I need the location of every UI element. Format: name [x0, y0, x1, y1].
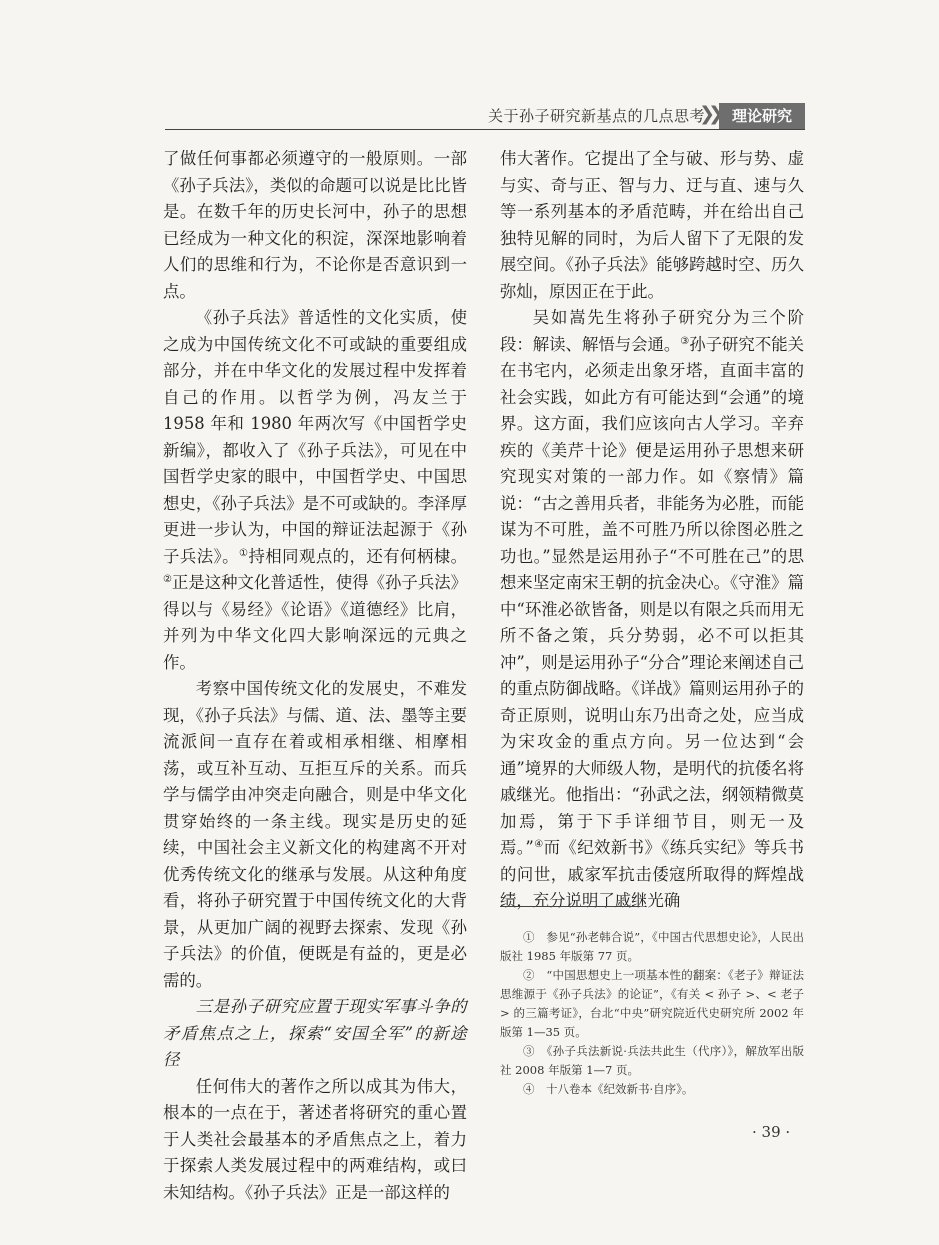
- paragraph-text: 吴如嵩先生将孙子研究分为三个阶段：解读、解悟与会通。: [500, 308, 804, 354]
- paragraph-text: 正是这种文化普适性，使得《孙子兵法》得以与《易经》《论语》《道德经》比肩，并列为中华文化四大影响深远的元典之作。: [163, 573, 467, 672]
- page-number: · 39 ·: [752, 1123, 791, 1141]
- right-column: [500, 146, 804, 915]
- paragraph: 伟大著作。它提出了全与破、形与势、虚与实、奇与正、智与力、迂与直、速与久等一系列基本的矛盾范畴，并在给出自己独特见解的同时，为后人留下了无限的发展空间。《孙子兵法》能够跨越时空、历久弥灿，原因正在于此。: [500, 149, 804, 301]
- running-title: 关于孙子研究新基点的几点思考: [487, 107, 705, 125]
- section-heading: 三是孙子研究应置于现实军事斗争的矛盾焦点之上，探索“安国全军”的新途径: [163, 997, 467, 1069]
- double-chevron-icon: ❯❯: [699, 103, 717, 125]
- paragraph: [163, 305, 467, 676]
- running-header: [165, 103, 805, 130]
- footnote-ref: ④: [533, 839, 544, 850]
- paragraph-text: 《孙子兵法》普适性的文化实质，使之成为中国传统文化不可或缺的重要组成部分，并在中华文化的发展过程中发挥着自己的作用。以哲学为例，冯友兰于 1958 年和 1980 年两次写《中国哲学史新编》，都收入了《孙子兵法》，可见在中国哲学史家的眼中，中国哲学史、中国思想史，《孙子兵法》是不可或缺的。李泽厚更进一步认为，中国的辩证法起源于《孙子兵法》。: [163, 308, 467, 566]
- paragraph-text: 孙子研究不能关在书宅内，必须走出象牙塔，直面丰富的社会实践，如此方有可能达到“会通”的境界。这方面，我们应该向古人学习。辛弃疾的《美芹十论》便是运用孙子思想来研究现实对策的一部力作。如《察情》篇说：“古之善用兵者，非能务为必胜，而能谋为不可胜，盖不可胜乃所以徐图必胜之功也。”显然是运用孙子“不可胜在己”的思想来坚定南宋王朝的抗金决心。《守淮》篇中“环淮必欲皆备，则是以有限之兵而用无所不备之策，兵分势弱，必不可以拒其冲”，则是运用孙子“分合”理论来阐述自己的重点防御战略。《详战》篇则运用孙子的奇正原则，说明山东乃出奇之处，应当成为宋攻金的重点方向。另一位达到“会通”境界的大师级人物，是明代的抗倭名将戚继光。他指出：“孙武之法，纲领精微莫加焉，第于下手详细节目，则无一及焉。”: [500, 334, 804, 857]
- paragraph: 任何伟大的著作之所以成其为伟大，根本的一点在于，著述者将研究的重心置于人类社会最基本的矛盾焦点之上，着力于探索人类发展过程中的两难结构，或曰未知结构。《孙子兵法》正是一部这样的: [163, 1076, 467, 1202]
- footnotes: [500, 928, 804, 1099]
- footnote-ref: ③: [680, 335, 690, 347]
- footnote: ④ 十八卷本《纪效新书·自序》。: [523, 1082, 694, 1096]
- section-tag: 理论研究: [719, 103, 805, 129]
- footnote-ref: ②: [163, 574, 172, 585]
- paragraph: 考察中国传统文化的发展史，不难发现，《孙子兵法》与儒、道、法、墨等主要流派间一直存在着或相承相继、相摩相荡，或互补互动、互拒互斥的关系。而兵学与儒学由冲突走向融合，则是中华文化贯穿始终的一条主线。现实是历史的延续，中国社会主义新文化的构建离不开对优秀传统文化的继承与发展。从这种角度看，将孙子研究置于中国传统文化的大背景，从更加广阔的视野去探索、发现《孙子兵法》的价值，便既是有益的，更是必需的。: [163, 679, 467, 990]
- footnote: ① 参见“孙老韩合说”，《中国古代思想史论》，人民出版社 1985 年版第 77 页。: [500, 930, 804, 963]
- paragraph: [500, 305, 804, 915]
- left-column: [163, 146, 467, 1206]
- paragraph-text: 持相同观点的，还有何柄棣。: [248, 546, 467, 566]
- paragraph: 了做任何事都必须遵守的一般原则。一部《孙子兵法》，类似的命题可以说是比比皆是。在数千年的历史长河中，孙子的思想已经成为一种文化的积淀，深深地影响着人们的思维和行为，不论你是否意识到一点。: [163, 149, 467, 301]
- footnote: ③ 《孙子兵法新说·兵法共此生（代序）》，解放军出版社 2008 年版第 1—7 页。: [500, 1044, 804, 1077]
- footnote: ② “中国思想史上一项基本性的翻案：《老子》辩证法思维源于《孙子兵法》的论证”，《有关 < 孙子 >、< 老子 > 的三篇考证》，台北“中央”研究院近代史研究所 2002 年版第 1—35 页。: [500, 968, 804, 1039]
- footnote-divider: [500, 906, 640, 907]
- paragraph-text: 而《纪效新书》《练兵实纪》等兵书的问世，戚家军抗击倭寇所取得的辉煌战绩，充分说明了戚继光确: [500, 838, 804, 910]
- footnote-ref: ①: [239, 547, 249, 559]
